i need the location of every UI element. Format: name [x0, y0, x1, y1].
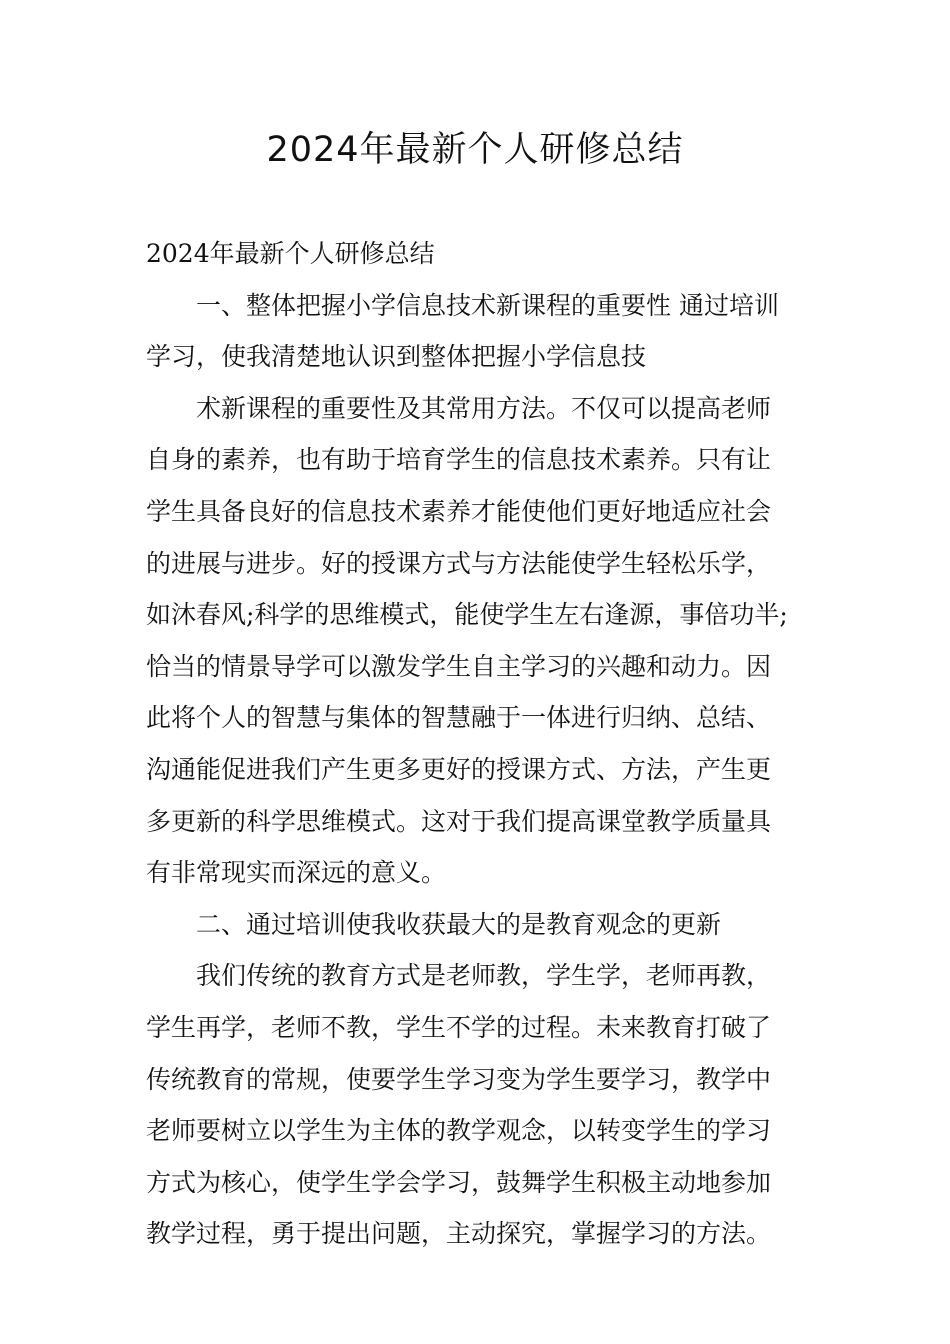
- body-line: 老师要树立以学生为主体的教学观念，以转变学生的学习: [146, 1116, 772, 1146]
- subtitle-line: 2024年最新个人研修总结: [146, 239, 435, 268]
- body-line: 如沐春风;科学的思维模式，能使学生左右逢源，事倍功半;: [146, 600, 788, 630]
- body-line: 学生具备良好的信息技术素养才能使他们更好地适应社会: [146, 496, 772, 526]
- body-line: 的进展与进步。好的授课方式与方法能使学生轻松乐学，: [146, 548, 772, 578]
- body-line: 恰当的情景导学可以激发学生自主学习的兴趣和动力。因: [146, 651, 772, 681]
- body-line: 我们传统的教育方式是老师教，学生学，老师再教，: [196, 961, 772, 991]
- section-heading-2: 二、通过培训使我收获最大的是教育观念的更新: [196, 909, 722, 939]
- body-line: 术新课程的重要性及其常用方法。不仅可以提高老师: [196, 393, 772, 423]
- document-title: 2024年最新个人研修总结: [266, 130, 684, 170]
- section-heading-1: 一、整体把握小学信息技术新课程的重要性 通过培训: [196, 290, 779, 320]
- body-line: 方式为核心，使学生学会学习，鼓舞学生积极主动地参加: [146, 1167, 772, 1197]
- body-line: 学生再学，老师不教，学生不学的过程。未来教育打破了: [146, 1012, 772, 1042]
- body-line: 自身的素养，也有助于培育学生的信息技术素养。只有让: [146, 445, 772, 475]
- body-line: 教学过程，勇于提出问题，主动探究，掌握学习的方法。: [146, 1219, 772, 1249]
- body-line: 此将个人的智慧与集体的智慧融于一体进行归纳、总结、: [146, 703, 772, 733]
- body-line: 学习，使我清楚地认识到整体把握小学信息技: [146, 342, 647, 372]
- document-body: [146, 228, 822, 1260]
- body-line: 多更新的科学思维模式。这对于我们提高课堂教学质量具: [146, 806, 772, 836]
- body-line: 有非常现实而深远的意义。: [146, 858, 447, 888]
- body-line: 沟通能促进我们产生更多更好的授课方式、方法，产生更: [146, 754, 772, 784]
- body-line: 传统教育的常规，使要学生学习变为学生要学习，教学中: [146, 1064, 772, 1094]
